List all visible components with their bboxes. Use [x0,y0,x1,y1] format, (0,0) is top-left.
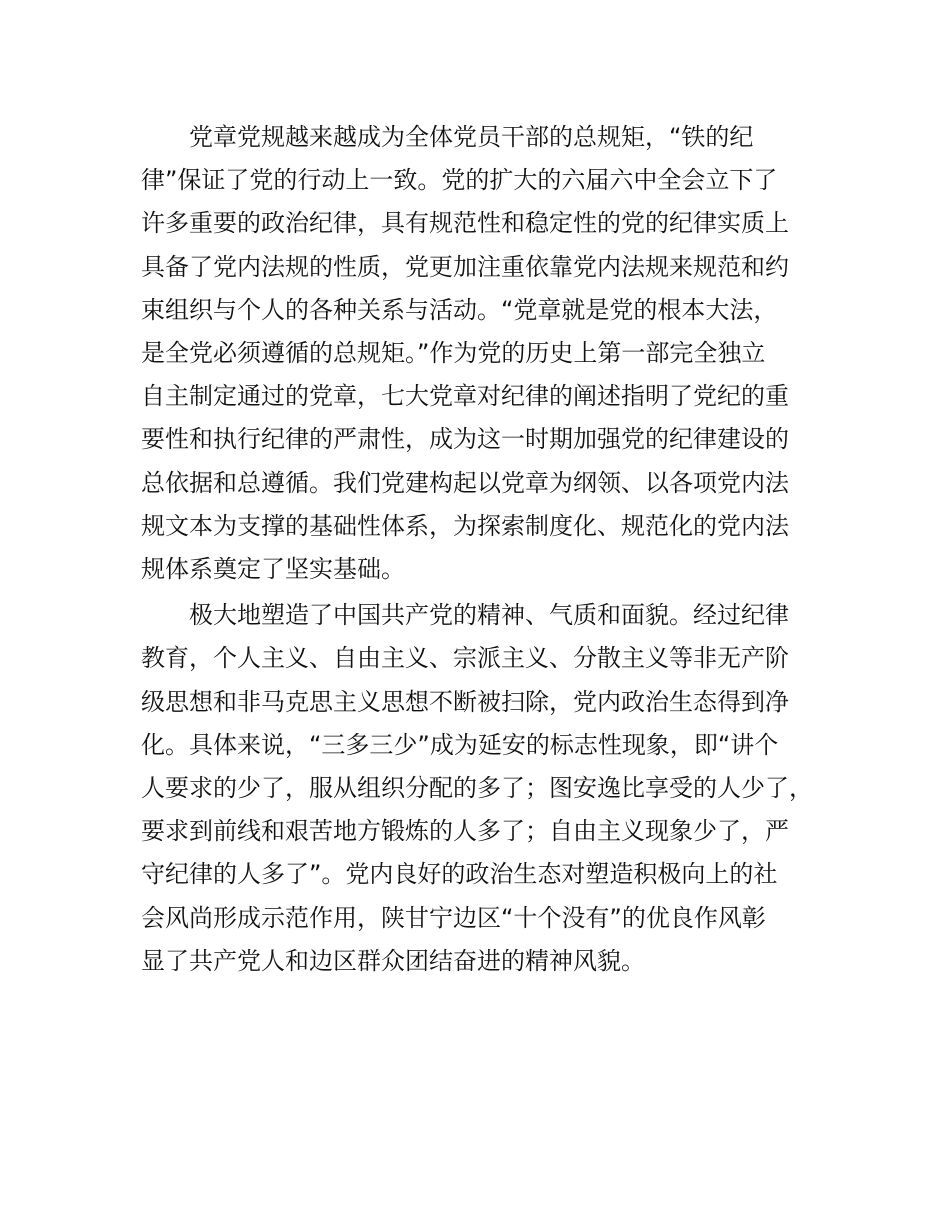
text-line: 人要求的少了，服从组织分配的多了；图安逸比享受的人少了， [141,774,813,803]
text-line: 束组织与个人的各种关系与活动。“党章就是党的根本大法， [141,295,778,324]
text-line: 守纪律的人多了”。党内良好的政治生态对塑造积极向上的社 [141,860,778,889]
text-line: 规体系奠定了坚实基础。 [141,555,405,584]
paragraph-2 [141,594,821,983]
text-line: 要性和执行纪律的严肃性，成为这一时期加强党的纪律建设的 [141,425,789,454]
text-line: 教育，个人主义、自由主义、宗派主义、分散主义等非无产阶 [141,644,789,673]
text-line: 律”保证了党的行动上一致。党的扩大的六届六中全会立下了 [141,166,778,195]
text-line: 级思想和非马克思主义思想不断被扫除，党内政治生态得到净 [141,687,789,716]
text-line: 党章党规越来越成为全体党员干部的总规矩，“铁的纪 [189,123,754,151]
text-line: 许多重要的政治纪律，具有规范性和稳定性的党的纪律实质上 [141,209,789,238]
text-line: 是全党必须遵循的总规矩。”作为党的历史上第一部完全独立 [141,339,766,368]
text-line: 极大地塑造了中国共产党的精神、气质和面貌。经过纪律 [189,601,789,630]
text-line: 总依据和总遵循。我们党建构起以党章为纲领、以各项党内法 [141,468,789,497]
text-line: 自主制定通过的党章，七大党章对纪律的阐述指明了党纪的重 [141,382,789,411]
text-line: 具备了党内法规的性质，党更加注重依靠党内法规来规范和约 [141,252,789,281]
text-line: 要求到前线和艰苦地方锻炼的人多了；自由主义现象少了，严 [141,817,789,846]
text-line: 化。具体来说，“三多三少”成为延安的标志性现象，即“讲个 [141,730,779,759]
text-line: 规文本为支撑的基础性体系，为探索制度化、规范化的党内法 [141,511,789,540]
paragraph-1 [141,116,821,591]
text-line: 会风尚形成示范作用，陕甘宁边区“十个没有”的优良作风彰 [141,903,766,932]
text-line: 显了共产党人和边区群众团结奋进的精神风貌。 [141,946,645,975]
document-body [141,116,821,983]
